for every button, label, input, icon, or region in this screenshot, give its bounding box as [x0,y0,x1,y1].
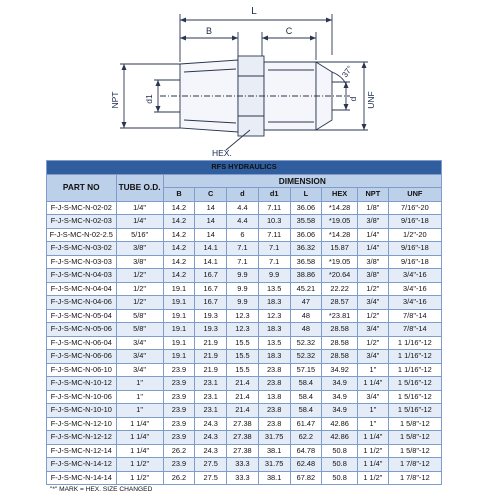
table-cell: 3/8" [358,255,389,269]
part-number-cell: F-J-S-MC-N-03-03 [47,255,117,269]
table-cell: 7/8"-14 [388,309,441,323]
table-row [47,363,442,377]
table-cell: 1 5/8"-12 [388,417,441,431]
part-number-cell: F-J-S-MC-N-12-12 [47,431,117,445]
table-cell: 50.8 [322,458,358,472]
table-cell: 34.9 [322,390,358,404]
table-cell: 14.2 [163,215,195,229]
part-number-cell: F-J-S-MC-N-06-10 [47,363,117,377]
table-row [47,458,442,472]
table-cell: 1/2" [116,269,163,283]
part-number-cell: F-J-S-MC-N-10-06 [47,390,117,404]
table-cell: *19.05 [322,255,358,269]
part-number-cell: F-J-S-MC-N-12-10 [47,417,117,431]
table-cell: 3/4"-16 [388,269,441,283]
table-cell: 34.92 [322,363,358,377]
table-cell: 1/2" [358,282,389,296]
table-cell: 9.9 [258,269,290,283]
table-cell: 3/4" [358,296,389,310]
table-cell: 23.9 [163,404,195,418]
table-cell: 36.32 [290,242,322,256]
table-cell: 19.3 [195,323,227,337]
table-cell: 1" [358,363,389,377]
table-cell: 10.3 [258,215,290,229]
table-cell: 28.58 [322,323,358,337]
table-cell: 7.1 [227,242,259,256]
table-cell: 13.5 [258,282,290,296]
table-cell: 3/4" [116,363,163,377]
header-dim-d: d [227,188,259,202]
table-cell: 21.4 [227,390,259,404]
table-cell: 1 1/4" [358,431,389,445]
table-cell: 34.9 [322,377,358,391]
table-cell: 38.86 [290,269,322,283]
table-cell: *19.05 [322,215,358,229]
table-cell: 5/8" [116,323,163,337]
table-cell: 3/4" [116,350,163,364]
table-cell: 19.1 [163,309,195,323]
table-cell: 15.87 [322,242,358,256]
table-cell: 15.5 [227,363,259,377]
table-cell: 21.9 [195,363,227,377]
table-cell: 45.21 [290,282,322,296]
table-row [47,323,442,337]
table-cell: 26.2 [163,471,195,485]
table-cell: 1/4" [116,201,163,215]
table-cell: 12.3 [227,323,259,337]
table-cell: 3/8" [116,255,163,269]
table-cell: 3/8" [116,242,163,256]
table-cell: 27.38 [227,417,259,431]
header-dim-c: C [195,188,227,202]
table-cell: 15.5 [227,336,259,350]
table-cell: 14 [195,228,227,242]
table-cell: 23.9 [163,458,195,472]
table-cell: 18.3 [258,323,290,337]
table-cell: 9.9 [227,269,259,283]
part-number-cell: F-J-S-MC-N-05-06 [47,323,117,337]
table-cell: 36.06 [290,201,322,215]
table-row [47,228,442,242]
table-cell: 3/4"-16 [388,296,441,310]
table-cell: 28.58 [322,350,358,364]
table-row [47,336,442,350]
header-dim-b: B [163,188,195,202]
table-cell: 21.4 [227,404,259,418]
part-number-cell: F-J-S-MC-N-12-14 [47,444,117,458]
table-cell: 23.8 [258,417,290,431]
spec-table [46,160,442,485]
table-cell: 7/16"-20 [388,201,441,215]
table-cell: 21.9 [195,350,227,364]
header-dim-l: L [290,188,322,202]
table-cell: 14.1 [195,242,227,256]
part-number-cell: F-J-S-MC-N-02-2.5 [47,228,117,242]
table-cell: 52.32 [290,336,322,350]
table-row [47,444,442,458]
table-cell: 19.1 [163,336,195,350]
table-cell: 23.9 [163,431,195,445]
table-cell: 3/8" [358,269,389,283]
table-cell: 61.47 [290,417,322,431]
part-number-cell: F-J-S-MC-N-02-03 [47,215,117,229]
table-cell: 23.9 [163,363,195,377]
table-cell: 14.1 [195,255,227,269]
header-dim-unf: UNF [388,188,441,202]
table-cell: 1 7/8"-12 [388,458,441,472]
table-cell: 47 [290,296,322,310]
table-cell: 48 [290,323,322,337]
table-cell: 1 1/2" [358,444,389,458]
table-cell: 3/4" [116,336,163,350]
table-cell: *14.28 [322,201,358,215]
table-cell: 3/4" [358,390,389,404]
table-cell: 1 1/4" [116,417,163,431]
table-cell: 14 [195,215,227,229]
table-cell: 9/16"-18 [388,215,441,229]
table-cell: 24.3 [195,431,227,445]
table-cell: 16.7 [195,269,227,283]
table-cell: 62.2 [290,431,322,445]
fitting-drawing [0,0,500,160]
table-row [47,269,442,283]
label-UNF: UNF [366,91,376,109]
label-angle: 37° [340,64,355,80]
header-tube-od: TUBE O.D. [116,174,163,201]
table-cell: 35.58 [290,215,322,229]
table-cell: 7.11 [258,228,290,242]
table-cell: 21.4 [227,377,259,391]
table-cell: 14.2 [163,201,195,215]
table-cell: 58.4 [290,390,322,404]
table-row [47,201,442,215]
table-cell: 12.3 [258,309,290,323]
table-row [47,309,442,323]
table-row [47,350,442,364]
table-title: RFS HYDRAULICS [47,161,442,175]
table-cell: 1/2" [116,282,163,296]
table-cell: 14.2 [163,228,195,242]
table-cell: 3/8" [358,215,389,229]
table-cell: 36.06 [290,228,322,242]
table-cell: 48 [290,309,322,323]
table-cell: 67.82 [290,471,322,485]
table-cell: 23.9 [163,377,195,391]
table-cell: 1 1/16"-12 [388,350,441,364]
table-row [47,255,442,269]
table-cell: 5/16" [116,228,163,242]
table-cell: *14.28 [322,228,358,242]
table-cell: 3/4"-16 [388,282,441,296]
table-cell: 1 1/16"-12 [388,336,441,350]
header-part-no: PART NO [47,174,117,201]
table-cell: 9/16"-18 [388,255,441,269]
part-number-cell: F-J-S-MC-N-05-04 [47,309,117,323]
part-number-cell: F-J-S-MC-N-14-14 [47,471,117,485]
table-row [47,242,442,256]
table-cell: 3/4" [358,323,389,337]
table-cell: 12.3 [227,309,259,323]
part-number-cell: F-J-S-MC-N-06-06 [47,350,117,364]
table-cell: 1 1/4" [116,431,163,445]
table-cell: 1 5/16"-12 [388,404,441,418]
table-cell: 9.9 [227,282,259,296]
table-cell: 27.5 [195,458,227,472]
table-row [47,215,442,229]
label-L: L [251,6,257,17]
table-cell: 4.4 [227,201,259,215]
table-cell: 15.5 [227,350,259,364]
table-row [47,296,442,310]
table-cell: 5/8" [116,309,163,323]
table-cell: 14.2 [163,255,195,269]
header-dim-d1: d1 [258,188,290,202]
label-C: C [285,26,293,36]
header-dim-npt: NPT [358,188,389,202]
table-cell: 1/4" [116,215,163,229]
table-cell: 1" [358,417,389,431]
table-cell: 7.1 [258,242,290,256]
table-cell: 33.3 [227,471,259,485]
table-row [47,431,442,445]
table-cell: 7.1 [258,255,290,269]
table-cell: 31.75 [258,431,290,445]
table-cell: 22.22 [322,282,358,296]
table-cell: 31.75 [258,458,290,472]
table-cell: 1 5/16"-12 [388,377,441,391]
table-cell: 19.1 [163,323,195,337]
table-row [47,282,442,296]
table-cell: 9/16"-18 [388,242,441,256]
part-number-cell: F-J-S-MC-N-10-12 [47,377,117,391]
table-cell: 42.86 [322,417,358,431]
table-cell: 50.8 [322,444,358,458]
table-row [47,390,442,404]
part-number-cell: F-J-S-MC-N-06-04 [47,336,117,350]
table-row [47,417,442,431]
spec-table-wrapper [46,160,442,493]
table-cell: 58.4 [290,404,322,418]
part-number-cell: F-J-S-MC-N-14-12 [47,458,117,472]
table-cell: 16.7 [195,282,227,296]
label-d: d [348,96,358,102]
table-cell: 6 [227,228,259,242]
table-cell: 3/4" [358,350,389,364]
table-cell: 1/2" [116,296,163,310]
table-cell: 13.5 [258,336,290,350]
table-cell: 1/2" [358,336,389,350]
table-row [47,404,442,418]
table-cell: 42.86 [322,431,358,445]
table-cell: 36.58 [290,255,322,269]
table-cell: 23.8 [258,363,290,377]
table-cell: 23.1 [195,404,227,418]
table-cell: 38.1 [258,444,290,458]
table-cell: 23.1 [195,390,227,404]
table-cell: 24.3 [195,444,227,458]
table-cell: 18.3 [258,296,290,310]
table-row [47,471,442,485]
table-cell: 7/8"-14 [388,323,441,337]
table-cell: 14.2 [163,242,195,256]
part-number-cell: F-J-S-MC-N-03-02 [47,242,117,256]
table-cell: 23.8 [258,377,290,391]
table-cell: 1 5/8"-12 [388,431,441,445]
part-number-cell: F-J-S-MC-N-02-02 [47,201,117,215]
table-cell: 19.1 [163,350,195,364]
table-cell: 34.9 [322,404,358,418]
table-cell: 28.57 [322,296,358,310]
table-cell: 4.4 [227,215,259,229]
part-number-cell: F-J-S-MC-N-04-03 [47,269,117,283]
table-cell: 58.4 [290,377,322,391]
table-cell: 1/2"-20 [388,228,441,242]
table-cell: 9.9 [227,296,259,310]
table-cell: 1 1/2" [116,471,163,485]
table-cell: 13.8 [258,390,290,404]
part-number-cell: F-J-S-MC-N-10-10 [47,404,117,418]
table-cell: 16.7 [195,296,227,310]
table-cell: 1 1/2" [358,471,389,485]
table-cell: 23.8 [258,404,290,418]
table-cell: 38.1 [258,471,290,485]
table-cell: 19.1 [163,282,195,296]
table-cell: 62.48 [290,458,322,472]
table-cell: 1 5/8"-12 [388,444,441,458]
table-cell: *20.64 [322,269,358,283]
table-cell: 23.9 [163,417,195,431]
table-cell: 50.8 [322,471,358,485]
label-d1: d1 [144,94,154,104]
table-cell: 7.1 [227,255,259,269]
table-cell: 1 1/4" [358,458,389,472]
table-cell: 14.2 [163,269,195,283]
table-cell: 1/8" [358,201,389,215]
table-cell: 26.2 [163,444,195,458]
table-cell: 1/4" [358,228,389,242]
table-cell: 19.3 [195,309,227,323]
table-cell: 1 7/8"-12 [388,471,441,485]
table-row [47,377,442,391]
table-cell: *23.81 [322,309,358,323]
table-cell: 27.38 [227,431,259,445]
table-cell: 1" [116,390,163,404]
table-cell: 19.1 [163,296,195,310]
label-HEX: HEX. [212,148,232,158]
table-cell: 1 1/4" [358,377,389,391]
table-cell: 27.38 [227,444,259,458]
table-cell: 23.9 [163,390,195,404]
table-cell: 18.3 [258,350,290,364]
header-dim-hex: HEX [322,188,358,202]
table-cell: 1" [116,404,163,418]
table-cell: 33.3 [227,458,259,472]
table-cell: 23.1 [195,377,227,391]
table-cell: 1 1/4" [116,444,163,458]
table-cell: 14 [195,201,227,215]
label-B: B [205,26,213,36]
table-cell: 1/2" [358,309,389,323]
table-cell: 1/4" [358,242,389,256]
table-cell: 52.32 [290,350,322,364]
table-cell: 21.9 [195,336,227,350]
table-cell: 1" [358,404,389,418]
table-cell: 1 1/2" [116,458,163,472]
part-number-cell: F-J-S-MC-N-04-06 [47,296,117,310]
footnote: "*" MARK = HEX. SIZE CHANGED [50,486,153,493]
table-cell: 57.15 [290,363,322,377]
table-cell: 24.3 [195,417,227,431]
label-NPT: NPT [110,91,120,109]
header-dimension: DIMENSION [163,174,441,188]
table-cell: 27.5 [195,471,227,485]
table-cell: 7.11 [258,201,290,215]
table-cell: 64.78 [290,444,322,458]
table-cell: 1" [116,377,163,391]
table-cell: 1 1/16"-12 [388,363,441,377]
table-cell: 1 5/16"-12 [388,390,441,404]
part-number-cell: F-J-S-MC-N-04-04 [47,282,117,296]
table-cell: 28.58 [322,336,358,350]
